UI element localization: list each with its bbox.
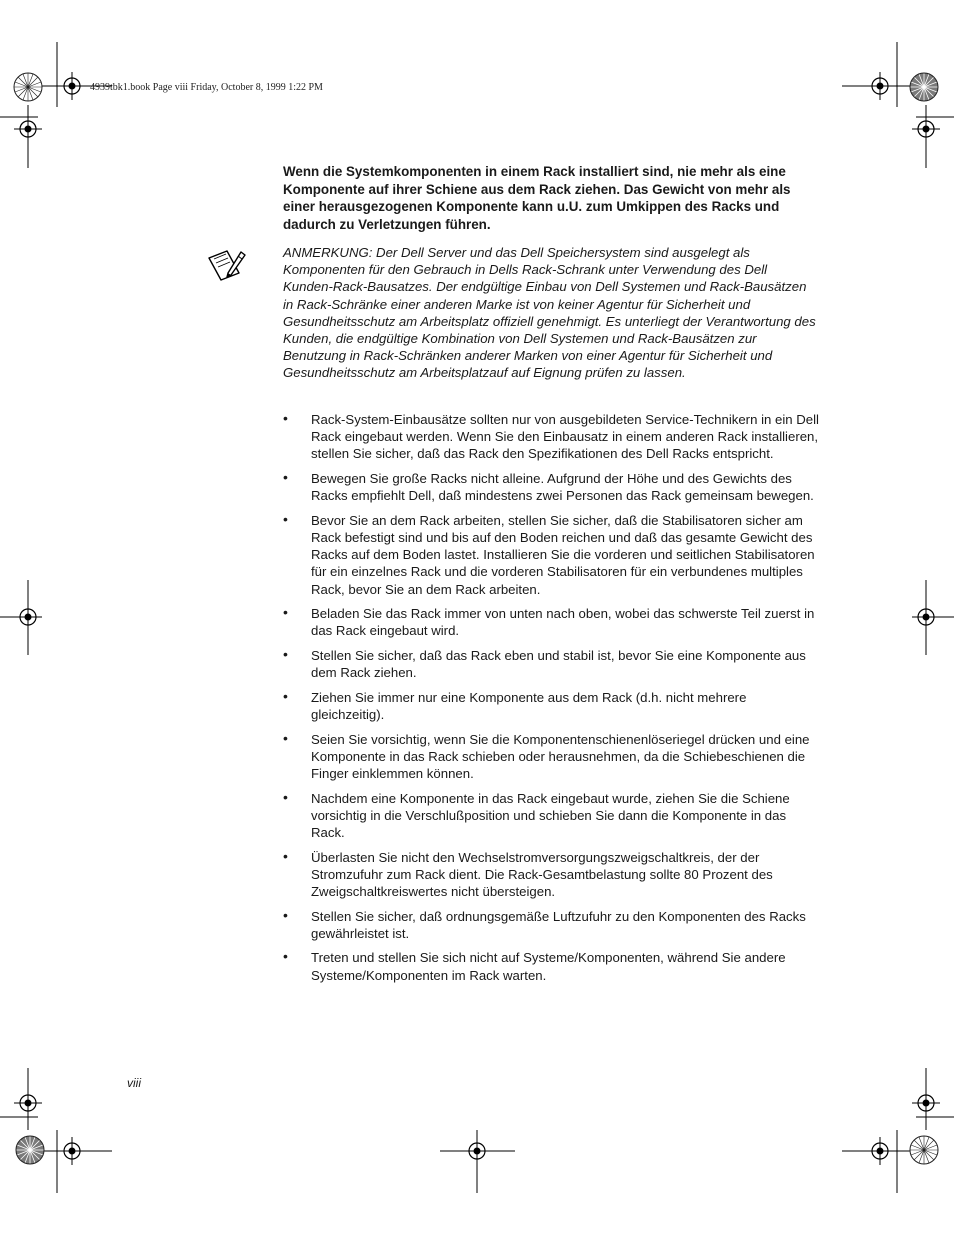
list-item-text: Bevor Sie an dem Rack arbeiten, stellen Sie sicher, daß die Stabilisatoren sicher am Rack befestigt sind und bis auf den Boden reichen und daß das gesamte Gewicht des Racks auf dem Boden lastet. Installieren Sie die vorderen und seitlichen Stabilisatoren für ein einzelnes Rack und die vorderen Stabilisatoren für ein verbundenes multiples Rack, bevor Sie an dem Rack arbeiten. [311,512,815,597]
page-number: viii [127,1076,141,1090]
list-item [283,689,823,723]
list-item-text: Rack-System-Einbausätze sollten nur von ausgebildeten Service-Technikern in ein Dell Rack eingebaut werden. Wenn Sie den Einbausatz in einem anderen Rack installieren, stellen Sie sicher, daß das Rack den Spezifikationen des Dell Racks entspricht. [311,412,819,462]
bullet-icon: • [283,847,288,864]
bullet-icon: • [283,646,288,662]
list-item [283,411,823,463]
list-item-text: Beladen Sie das Rack immer von unten nach oben, wobei das schwerste Teil zuerst in das Rack eingebaut wird. [311,606,815,639]
bullet-icon: • [283,788,288,805]
bullet-icon: • [283,948,288,965]
list-item [283,470,823,504]
list-item [283,908,823,942]
note-text: ANMERKUNG: Der Dell Server und das Dell Speichersystem sind ausgelegt als Komponenten für den Gebrauch in Dells Rack-Schrank unter Verwendung des Dell Kunden-Rack-Bausatzes. Der endgültige Einbau von Dell Systemen und Rack-Bausätzen in Rack-Schränke einer anderen Marke ist von keiner Agentur für Sicherheit und Gesundheitsschutz am Arbeitsplatz offiziell genehmigt. Es unterliegt der Verantwortung des Kunden, die endgültige Kombination von Dell Systemen und Rack-Bausätzen zur Benutzung in Rack-Schränken anderer Marken von einer Agentur für Sicherheit und Gesundheitsschutz am Arbeitsplatzauf auf Eignung prüfen zu lassen. [283,245,816,381]
list-item-text: Treten und stellen Sie sich nicht auf Systeme/Komponenten, während Sie andere Systeme/Komponenten im Rack warten. [311,950,786,983]
list-item [283,647,823,681]
note-pencil-icon [207,249,247,283]
bullet-icon: • [283,729,288,746]
list-item [283,949,823,983]
safety-bullet-list [283,411,823,991]
list-item-text: Bewegen Sie große Racks nicht alleine. Aufgrund der Höhe und des Gewichts des Racks empfiehlt Dell, daß mindestens zwei Personen das Rack gemeinsam bewegen. [311,471,814,504]
list-item [283,849,823,901]
bullet-icon: • [283,687,288,704]
list-item [283,605,823,639]
list-item-text: Seien Sie vorsichtig, wenn Sie die Komponentenschienenlöseriegel drücken und eine Komponente in das Rack schieben oder herausnehmen, da die Schiebeschienen die Finger einklemmen können. [311,731,810,781]
list-item [283,790,823,842]
list-item-text: Stellen Sie sicher, daß das Rack eben und stabil ist, bevor Sie eine Komponente aus dem Rack ziehen. [311,648,806,681]
bullet-icon: • [283,604,288,621]
warning-text: Wenn die Systemkomponenten in einem Rack installiert sind, nie mehr als eine Komponente auf ihrer Schiene aus dem Rack ziehen. Das Gewicht von mehr als einer herausgezogenen Komponente kann u.U. zum Umkippen des Racks und dadurch zu Verletzungen führen. [283,164,791,232]
list-item [283,731,823,783]
bullet-icon: • [283,906,288,923]
list-item-text: Stellen Sie sicher, daß ordnungsgemäße Luftzufuhr zu den Komponenten des Racks gewährleistet ist. [311,908,806,941]
list-item-text: Nachdem eine Komponente in das Rack eingebaut wurde, ziehen Sie die Schiene vorsichtig in die Verschlußposition und schieben Sie dann die Komponente in das Rack. [311,790,790,840]
list-item [283,512,823,598]
bullet-icon: • [283,469,288,485]
list-item-text: Überlasten Sie nicht den Wechselstromversorgungszweigschaltkreis, der der Stromzufuhr zum Rack dient. Die Rack-Gesamtbelastung sollte 80 Prozent des Zweigschaltkreiswertes nicht übersteigen. [311,849,773,899]
bullet-icon: • [283,410,288,426]
print-slug: 4939tbk1.book Page viii Friday, October 8, 1999 1:22 PM [90,82,323,93]
bullet-icon: • [283,510,288,527]
list-item-text: Ziehen Sie immer nur eine Komponente aus dem Rack (d.h. nicht mehrere gleichzeitig). [311,689,747,722]
